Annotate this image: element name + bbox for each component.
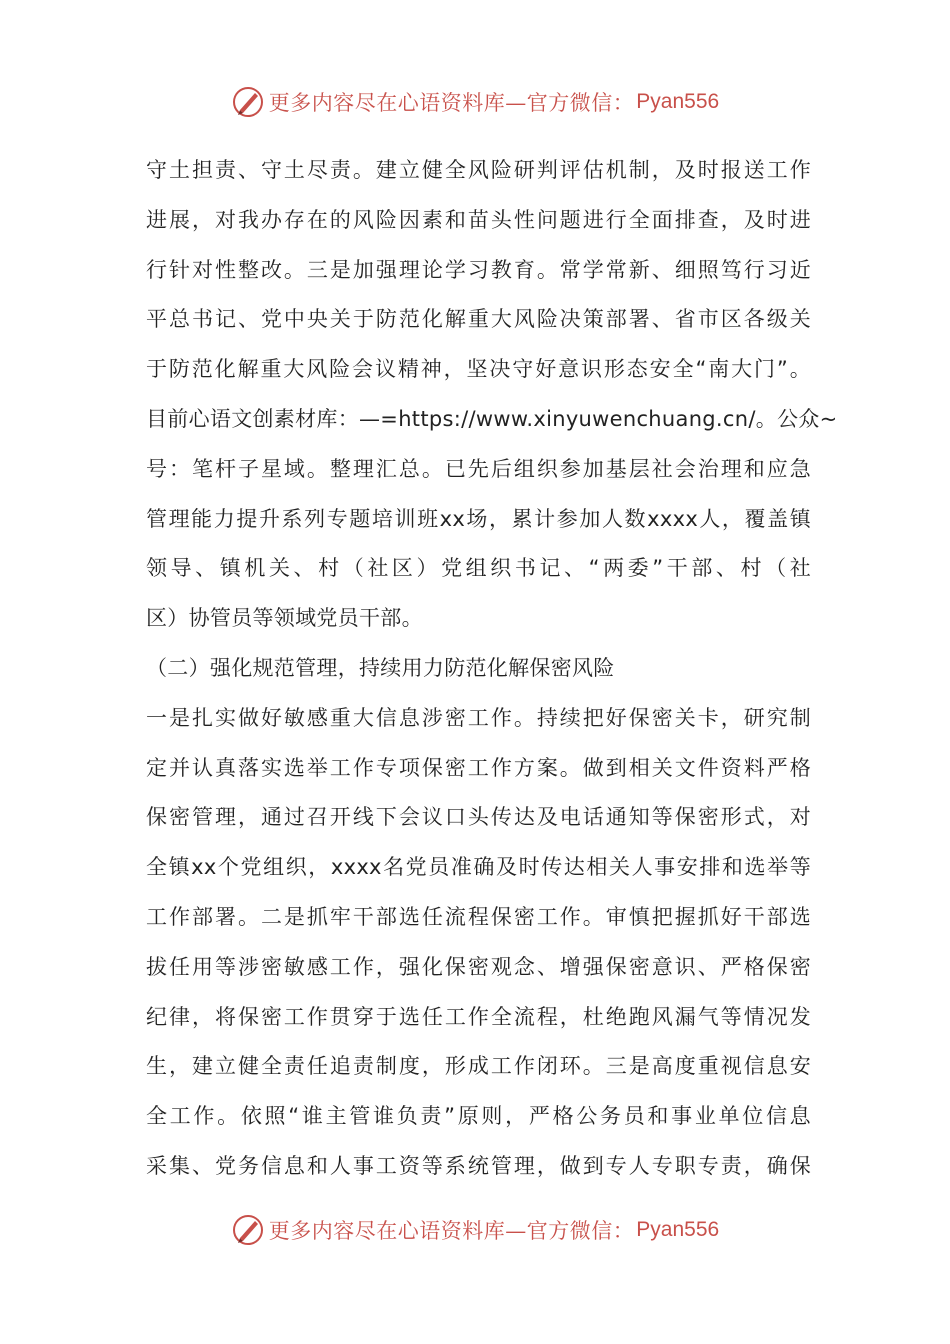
paragraph-line: 拔任用等涉密敏感工作，强化保密观念、增强保密意识、严格保密 — [146, 954, 811, 979]
paragraph-line: 号：笔杆子星域。整理汇总。已先后组织参加基层社会治理和应急 — [146, 456, 811, 481]
paragraph-line: 守土担责、守土尽责。建立健全风险研判评估机制，及时报送工作 — [146, 158, 811, 182]
pen-logo-icon — [231, 85, 265, 119]
paragraph-line: 于防范化解重大风险会议精神，坚决守好意识形态安全“南大门”。 — [146, 357, 811, 382]
paragraph-line: 领导、镇机关、村（社区）党组织书记、“两委”干部、村（社 — [146, 556, 811, 581]
paragraph-line: 纪律，将保密工作贯穿于选任工作全流程，杜绝跑风漏气等情况发 — [146, 1004, 811, 1029]
paragraph-line: 生，建立健全责任追责制度，形成工作闭环。三是高度重视信息安 — [146, 1054, 811, 1079]
paragraph-line: 全工作。依照“谁主管谁负责”原则，严格公务员和事业单位信息 — [146, 1104, 811, 1129]
footer-banner — [0, 1210, 950, 1250]
paragraph-line: 行针对性整改。三是加强理论学习教育。常学常新、细照笃行习近 — [146, 257, 811, 282]
banner-wechat-id: Pyan556 — [636, 90, 720, 113]
header-banner — [0, 82, 950, 122]
paragraph-line: 平总书记、党中央关于防范化解重大风险决策部署、省市区各级关 — [146, 307, 811, 332]
paragraph-line: 区）协管员等领域党员干部。 — [146, 606, 423, 631]
paragraph-line: 进展，对我办存在的风险因素和苗头性问题进行全面排查，及时进 — [146, 207, 811, 232]
paragraph-line: 定并认真落实选举工作专项保密工作方案。做到相关文件资料严格 — [146, 755, 811, 780]
paragraph-line: 工作部署。二是抓牢干部选任流程保密工作。审慎把握抓好干部选 — [146, 904, 811, 929]
banner-text: 更多内容尽在心语资料库—官方微信： — [268, 91, 635, 115]
banner-text: 更多内容尽在心语资料库—官方微信： — [268, 1219, 635, 1243]
paragraph-line: 采集、党务信息和人事工资等系统管理，做到专人专职专责，确保 — [146, 1153, 811, 1178]
paragraph-line: 一是扎实做好敏感重大信息涉密工作。持续把好保密关卡，研究制 — [146, 705, 811, 730]
paragraph-line: 管理能力提升系列专题培训班xx场，累计参加人数xxxx人，覆盖镇 — [146, 506, 811, 531]
paragraph-line: 保密管理，通过召开线下会议口头传达及电话通知等保密形式，对 — [146, 805, 811, 830]
pen-logo-icon — [231, 1213, 265, 1247]
section-heading: （二）强化规范管理，持续用力防范化解保密风险 — [146, 655, 615, 680]
paragraph-line: 目前心语文创素材库：—=https://www.xinyuwenchuang.cn/。公众~ — [146, 406, 838, 431]
paragraph-line: 全镇xx个党组织，xxxx名党员准确及时传达相关人事安排和选举等 — [146, 855, 811, 880]
document-body — [146, 146, 838, 1192]
banner-wechat-id: Pyan556 — [636, 1218, 720, 1241]
